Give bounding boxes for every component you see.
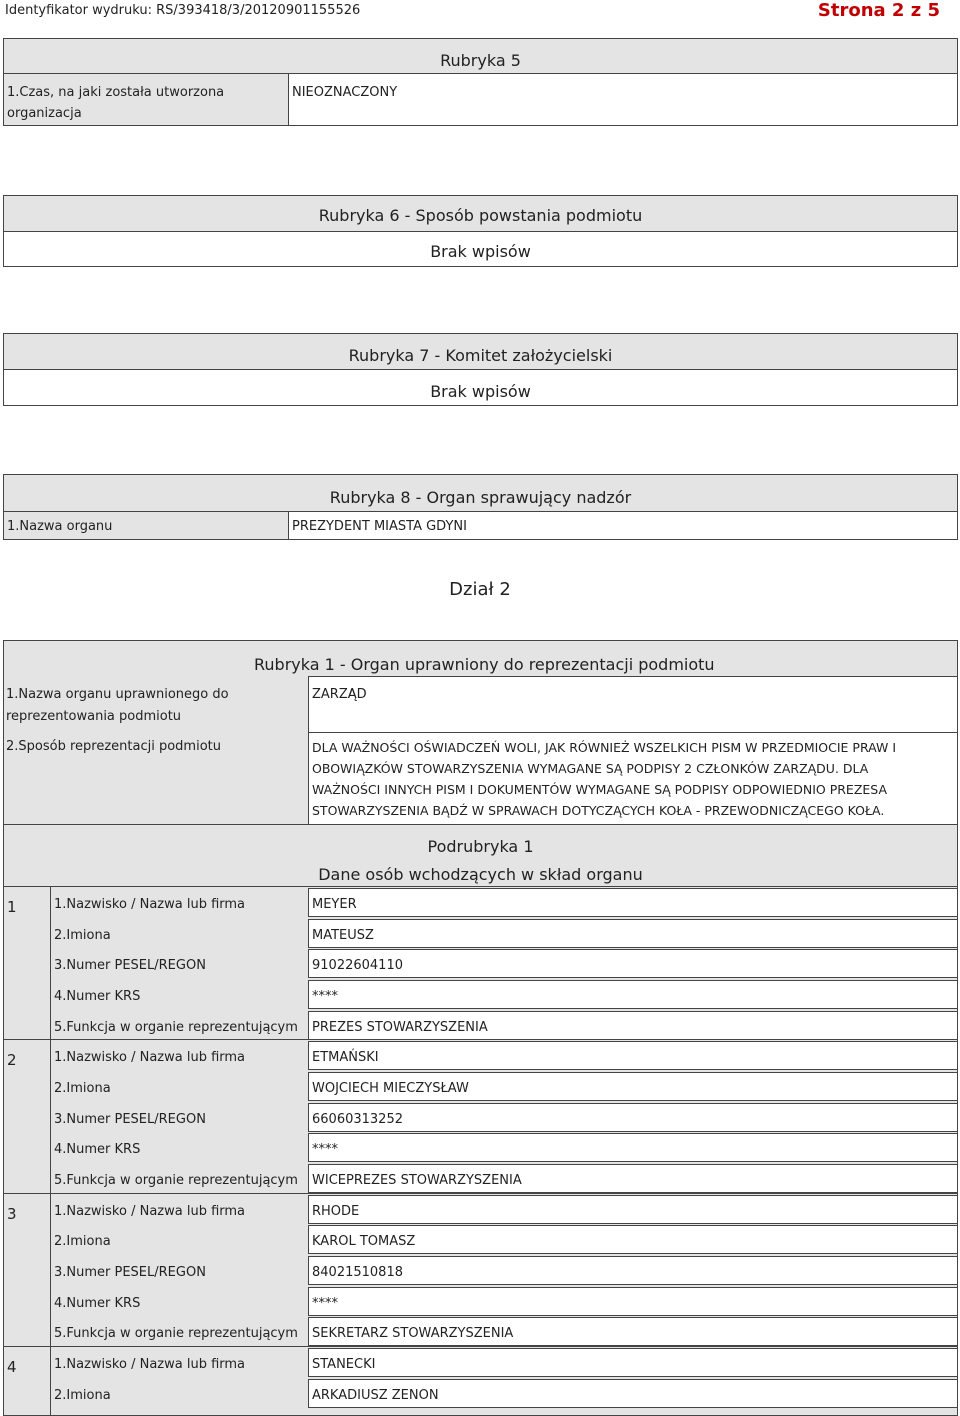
field-value-cell <box>308 1225 958 1254</box>
field-label-krs: 4.Numer KRS <box>54 1142 141 1158</box>
field-value-cell <box>308 949 958 978</box>
field-label-funkcja: 5.Funkcja w organie reprezentującym <box>54 1326 298 1342</box>
field-value-cell <box>308 919 958 948</box>
field-value-krs: **** <box>312 989 338 1004</box>
rubryka-8-value: PREZYDENT MIASTA GDYNI <box>292 519 467 534</box>
field-label-krs: 4.Numer KRS <box>54 1295 141 1311</box>
person-number: 2 <box>7 1051 17 1070</box>
field-label-imiona: 2.Imiona <box>54 1387 111 1403</box>
rubryka-5-value: NIEOZNACZONY <box>292 85 398 100</box>
field-value-krs: **** <box>312 1295 338 1311</box>
person-separator <box>3 1193 958 1194</box>
field-value-cell <box>308 1195 958 1224</box>
rubryka-7-header <box>3 333 958 370</box>
field-value-cell <box>308 1011 958 1040</box>
person-separator <box>3 886 958 887</box>
field-value-cell <box>308 1072 958 1101</box>
sposob-value-cell <box>308 732 958 825</box>
page-number: Strona 2 z 5 <box>817 0 940 21</box>
dzial-2-title: Dział 2 <box>449 579 511 600</box>
field-value-nazwisko: MEYER <box>312 897 357 912</box>
rubryka-6-header <box>3 195 958 232</box>
field-label-imiona: 2.Imiona <box>54 1081 111 1097</box>
field-value-cell <box>308 1287 958 1316</box>
field-value-imiona: WOJCIECH MIECZYSŁAW <box>312 1081 469 1097</box>
rubryka-7-title: Rubryka 7 - Komitet założycielski <box>348 346 613 365</box>
rubryka-7-body <box>3 369 958 406</box>
field-label-nazwisko: 1.Nazwisko / Nazwa lub firma <box>54 1357 246 1373</box>
rubryka-8-header <box>3 474 958 512</box>
field-label-pesel: 3.Numer PESEL/REGON <box>54 958 206 974</box>
rubryka-7-value: Brak wpisów <box>430 382 531 401</box>
field-value-funkcja: PREZES STOWARZYSZENIA <box>312 1019 488 1035</box>
field-label-nazwisko: 1.Nazwisko / Nazwa lub firma <box>54 1050 246 1066</box>
rubryka-8-title: Rubryka 8 - Organ sprawujący nadzór <box>329 488 632 507</box>
person-number: 3 <box>7 1204 17 1223</box>
podrubryka-subtitle: Dane osób wchodzących w skład organu <box>318 865 643 884</box>
field-label-funkcja: 5.Funkcja w organie reprezentującym <box>54 1019 298 1035</box>
rubryka-5-title: Rubryka 5 <box>440 51 521 70</box>
field-value-imiona: MATEUSZ <box>312 927 374 943</box>
field-value-cell <box>308 1133 958 1162</box>
person-num-divider <box>50 886 51 1416</box>
field-value-cell <box>308 1164 958 1193</box>
field-label-imiona: 2.Imiona <box>54 927 111 943</box>
rubryka-5-value-cell <box>288 73 958 126</box>
person-number: 4 <box>7 1358 17 1377</box>
field-value-funkcja: WICEPREZES STOWARZYSZENIA <box>312 1173 522 1189</box>
sposob-label: 2.Sposób reprezentacji podmiotu <box>6 739 221 754</box>
field-value-nazwisko: ETMAŃSKI <box>312 1050 379 1066</box>
field-value-funkcja: SEKRETARZ STOWARZYSZENIA <box>312 1326 514 1342</box>
print-identifier: Identyfikator wydruku: RS/393418/3/20120901155526 <box>5 3 361 18</box>
person-separator <box>3 1039 958 1040</box>
rubryka-6-body <box>3 231 958 267</box>
field-label-nazwisko: 1.Nazwisko / Nazwa lub firma <box>54 1203 246 1219</box>
field-value-imiona: KAROL TOMASZ <box>312 1234 416 1250</box>
field-value-cell <box>308 1256 958 1285</box>
field-label-nazwisko: 1.Nazwisko / Nazwa lub firma <box>54 897 246 912</box>
field-value-cell <box>308 888 958 917</box>
organ-value-cell <box>308 676 958 733</box>
organ-value: ZARZĄD <box>312 687 367 702</box>
rubryka-8-label-cell <box>3 511 289 540</box>
field-value-nazwisko: STANECKI <box>312 1357 376 1373</box>
field-value-nazwisko: RHODE <box>312 1203 360 1219</box>
field-label-krs: 4.Numer KRS <box>54 989 141 1004</box>
rubryka-8-value-cell <box>288 511 958 540</box>
field-value-cell <box>308 1103 958 1132</box>
field-label-pesel: 3.Numer PESEL/REGON <box>54 1265 206 1281</box>
person-number: 1 <box>7 898 17 916</box>
field-value-cell <box>308 1379 958 1408</box>
rubryka-5-label: 1.Czas, na jaki została utworzona organizacja <box>7 85 225 121</box>
field-value-pesel: 84021510818 <box>312 1265 403 1281</box>
person-separator <box>3 1346 958 1347</box>
field-value-cell <box>308 1348 958 1377</box>
field-value-cell <box>308 1317 958 1346</box>
field-value-krs: **** <box>312 1142 338 1158</box>
field-label-imiona: 2.Imiona <box>54 1234 111 1250</box>
rubryka-5-label-cell <box>3 73 289 126</box>
field-label-pesel: 3.Numer PESEL/REGON <box>54 1111 206 1127</box>
rubryka-8-label: 1.Nazwa organu <box>7 519 113 534</box>
rubryka-6-value: Brak wpisów <box>430 242 531 261</box>
field-value-cell <box>308 980 958 1009</box>
organ-label: 1.Nazwa organu uprawnionego do reprezentowania podmiotu <box>6 687 229 724</box>
field-value-pesel: 91022604110 <box>312 958 403 974</box>
rubryka-6-title: Rubryka 6 - Sposób powstania podmiotu <box>318 206 643 225</box>
field-value-imiona: ARKADIUSZ ZENON <box>312 1387 439 1403</box>
podrubryka-title: Podrubryka 1 <box>427 837 534 856</box>
sposob-value: DLA WAŻNOŚCI OŚWIADCZEŃ WOLI, JAK RÓWNIEŻ WSZELKICH PISM W PRZEDMIOCIE PRAW I OBOWIĄZKÓW STOWARZYSZENIA WYMAGANE SĄ PODPISY 2 CZŁONKÓW ZARZĄDU. DLA WAŻNOŚCI INNYCH PISM I DOKUMENTÓW WYMAGANE SĄ PODPISY ODPOWIEDNIO PREZESA STOWARZYSZENIA BĄDŹ W SPRAWACH DOTYCZĄCYCH KOŁA - PRZEWODNICZĄCEGO KOŁA. <box>312 740 897 818</box>
field-value-pesel: 66060313252 <box>312 1111 403 1127</box>
rubryka-1-title: Rubryka 1 - Organ uprawniony do reprezentacji podmiotu <box>254 655 715 674</box>
field-value-cell <box>308 1041 958 1070</box>
field-label-funkcja: 5.Funkcja w organie reprezentującym <box>54 1173 298 1189</box>
